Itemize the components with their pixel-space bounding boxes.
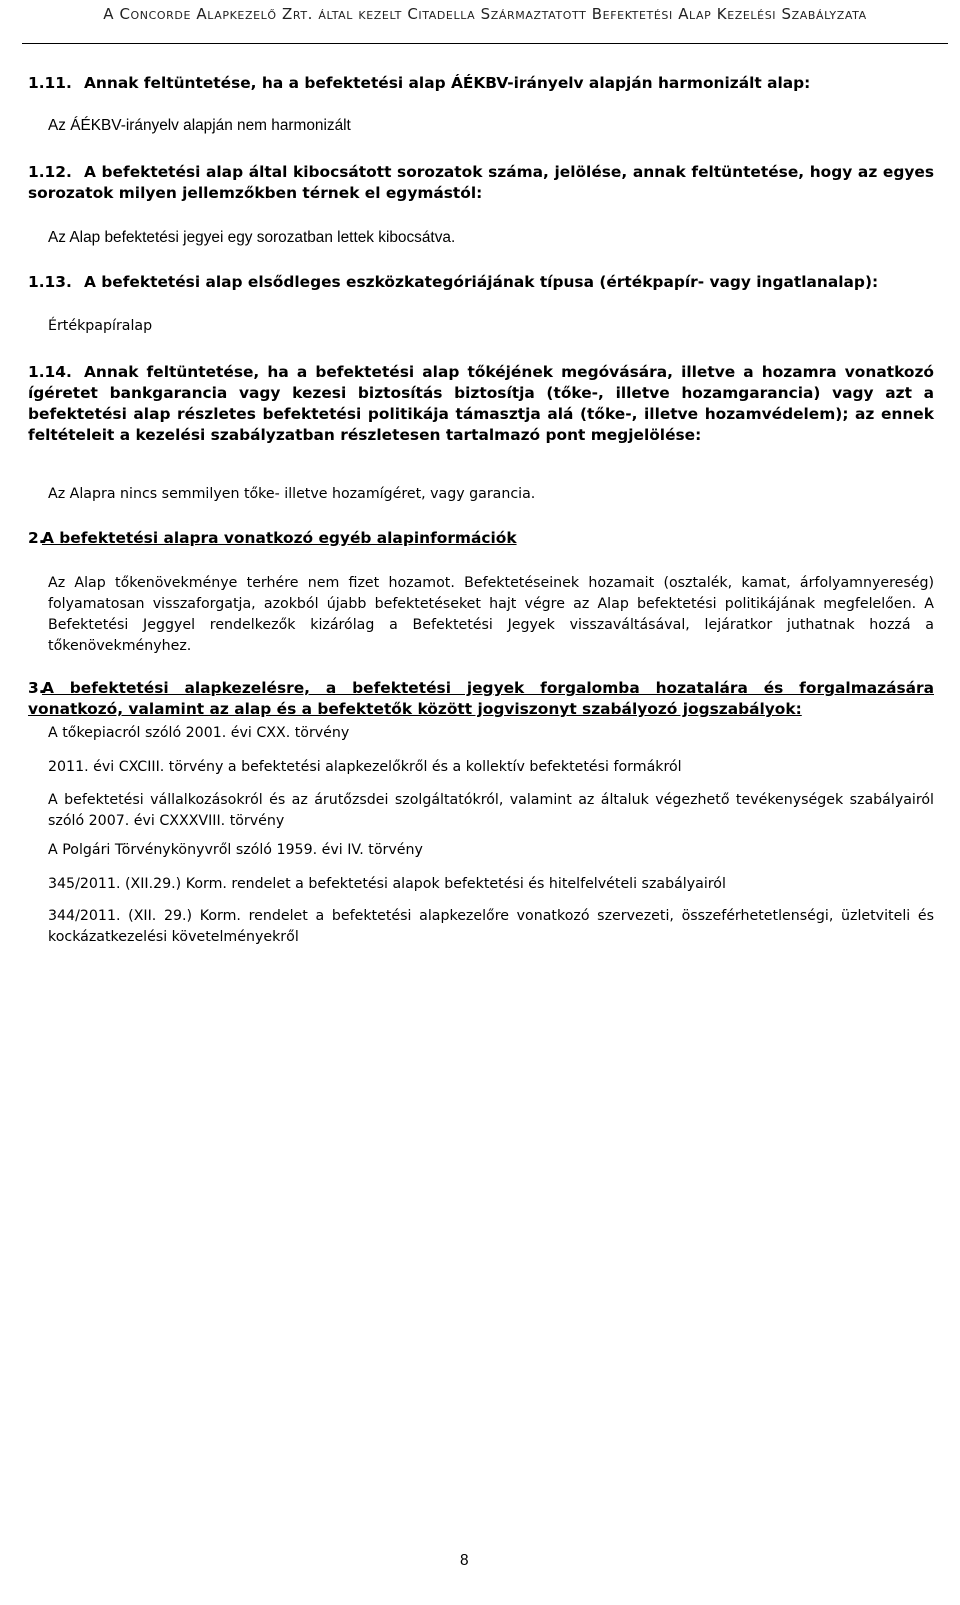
section-number: 3. <box>28 679 45 697</box>
section-1-12-heading <box>28 162 934 204</box>
section-heading: A befektetési alapra vonatkozó egyéb alapinformációk <box>42 529 517 547</box>
law-item: 345/2011. (XII.29.) Korm. rendelet a befektetési alapok befektetési és hitelfelvételi szabályairól <box>48 876 726 892</box>
law-item: 344/2011. (XII. 29.) Korm. rendelet a befektetési alapkezelőre vonatkozó szervezeti, összeférhetetlenségi, üzletviteli és kockázatkezelési követelményekről <box>48 908 934 945</box>
section-1-13-heading <box>28 272 934 293</box>
section-3-heading <box>28 678 934 720</box>
section-number: 1.14. <box>28 363 72 381</box>
law-item: 2011. évi CXCIII. törvény a befektetési alapkezelőkről és a kollektív befektetési formákról <box>48 759 682 775</box>
section-heading: A befektetési alap által kibocsátott sorozatok száma, jelölése, annak feltüntetése, hogy az egyes sorozatok milyen jellemzőkben térnek el egymástól: <box>28 163 934 202</box>
header-rule <box>22 43 948 44</box>
section-number: 2. <box>28 529 45 547</box>
section-2-body: Az Alap tőkenövekménye terhére nem fizet hozamot. Befektetéseinek hozamait (osztalék, kamat, árfolyamnyereség) folyamatosan visszaforgatja, azokból újabb befektetéseket hajt végre az Alap befektetési politikájának megfelelően. A Befektetési Jeggyel rendelkezők kizárólag a Befektetési Jegyek visszaváltásával, lejáratkor juthatnak hozzá a tőkenövekményhez. <box>48 575 934 654</box>
section-1-12-body: Az Alap befektetési jegyei egy sorozatban lettek kibocsátva. <box>48 229 456 246</box>
section-1-14-body: Az Alapra nincs semmilyen tőke- illetve hozamígéret, vagy garancia. <box>48 486 536 502</box>
page-number: 8 <box>460 1552 469 1569</box>
section-number: 1.12. <box>28 163 72 181</box>
section-heading: Annak feltüntetése, ha a befektetési alap tőkéjének megóvására, illetve a hozamra vonatkozó ígéretet bankgarancia vagy kezesi biztosítás biztosítja (tőke-, illetve hozamgarancia) vagy azt a befektetési alap részletes befektetési politikája támasztja alá (tőke-, illetve hozamvédelem); az ennek feltételeit a kezelési szabályzatban részletesen tartalmazó pont megjelölése: <box>28 363 934 444</box>
section-heading: Annak feltüntetése, ha a befektetési alap ÁÉKBV-irányelv alapján harmonizált alap: <box>84 74 811 92</box>
law-item: A befektetési vállalkozásokról és az árutőzsdei szolgáltatókról, valamint az általuk végezhető tevékenységek szabályairól szóló 2007. évi CXXXVIII. törvény <box>48 792 934 829</box>
section-1-13-body: Értékpapíralap <box>48 318 153 334</box>
section-1-14-heading <box>28 362 934 446</box>
section-1-11-heading <box>28 73 934 94</box>
law-item: A Polgári Törvénykönyvről szóló 1959. évi IV. törvény <box>48 842 423 858</box>
section-2-heading <box>28 528 934 549</box>
section-heading: A befektetési alap elsődleges eszközkategóriájának típusa (értékpapír- vagy ingatlanalap): <box>84 273 879 291</box>
section-heading: A befektetési alapkezelésre, a befektetési jegyek forgalomba hozatalára és forgalmazására vonatkozó, valamint az alap és a befektetők között jogviszonyt szabályozó jogszabályok: <box>28 679 934 718</box>
section-1-11-body: Az ÁÉKBV-irányelv alapján nem harmonizált <box>48 117 351 134</box>
law-item: A tőkepiacról szóló 2001. évi CXX. törvény <box>48 725 350 741</box>
section-number: 1.11. <box>28 74 72 92</box>
page-header: A Concorde Alapkezelő Zrt. által kezelt Citadella Származtatott Befektetési Alap Kezelési Szabályzata <box>103 5 867 23</box>
section-number: 1.13. <box>28 273 72 291</box>
